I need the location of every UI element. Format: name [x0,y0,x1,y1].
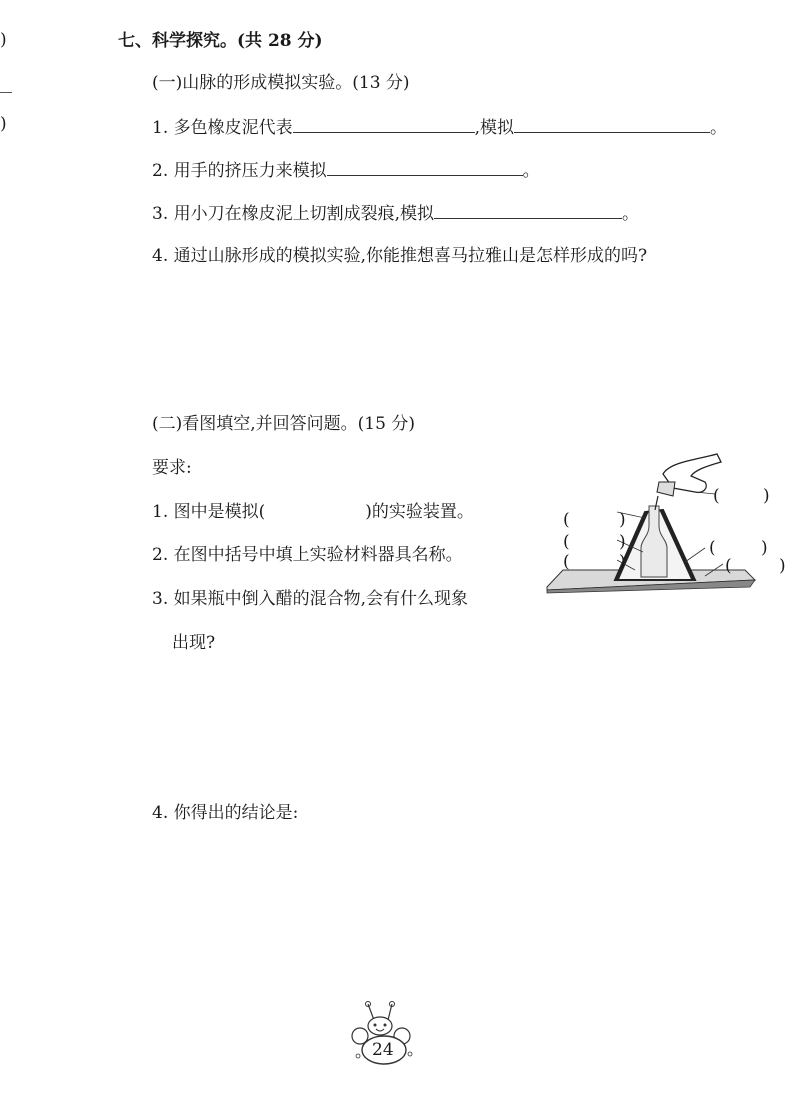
margin-divider [0,92,12,93]
page-number-badge [348,1000,420,1070]
part1-q1-blank-b[interactable] [514,116,710,133]
part1-q2-prefix: 2. 用手的挤压力来模拟 [152,161,327,181]
diagram-label-2-open: ( [563,510,570,530]
diagram-label-3-close: ) [619,532,626,552]
part1-q1-end: 。 [710,118,728,138]
part1-q1-mid: ,模拟 [474,118,515,138]
diagram-label-5-open: ( [709,538,716,558]
part1-question-1 [152,116,727,139]
part2-question-2: 2. 在图中括号中填上实验材料器具名称。 [152,545,463,565]
diagram-label-1-open: ( [713,486,720,506]
part2-question-4: 4. 你得出的结论是: [152,803,299,823]
diagram-label-6-open: ( [725,556,732,576]
diagram-label-6-close: ) [779,556,786,576]
margin-mark-bottom: ) [0,114,7,134]
diagram-label-4-open: ( [563,552,570,572]
part2-question-1 [152,501,474,523]
part1-q3-blank[interactable] [434,202,622,219]
part1-q1-prefix: 1. 多色橡皮泥代表 [152,118,293,138]
part1-heading: (一)山脉的形成模拟实验。(13 分) [152,73,410,93]
part1-q3-end: 。 [622,204,640,224]
diagram-label-1-close: ) [763,486,770,506]
diagram-label-2-close: ) [619,510,626,530]
experiment-diagram [545,452,790,597]
part2-q1-end: )的实验装置。 [365,502,474,522]
part2-q1-prefix: 1. 图中是模拟( [152,502,266,522]
part1-q2-blank[interactable] [327,159,523,176]
diagram-label-5-close: ) [761,538,768,558]
part1-q3-prefix: 3. 用小刀在橡皮泥上切割成裂痕,模拟 [152,204,435,224]
part1-question-4: 4. 通过山脉形成的模拟实验,你能推想喜马拉雅山是怎样形成的吗? [152,246,648,266]
section-title: 七、科学探究。(共 28 分) [118,31,323,51]
volcano-apparatus-illustration [545,452,790,597]
diagram-label-3-open: ( [563,532,570,552]
part2-heading: (二)看图填空,并回答问题。(15 分) [152,414,415,434]
part2-question-3-line2: 出现? [172,633,216,653]
page-number: 24 [372,1040,394,1060]
part1-question-2 [152,159,540,182]
part2-question-3-line1: 3. 如果瓶中倒入醋的混合物,会有什么现象 [152,589,469,609]
part1-q2-end: 。 [522,161,540,181]
part2-requirement: 要求: [152,458,192,478]
diagram-label-4-close: ) [619,552,626,572]
margin-mark-top: ) [0,30,7,50]
part1-q1-blank-a[interactable] [293,116,475,133]
part1-question-3 [152,202,639,225]
